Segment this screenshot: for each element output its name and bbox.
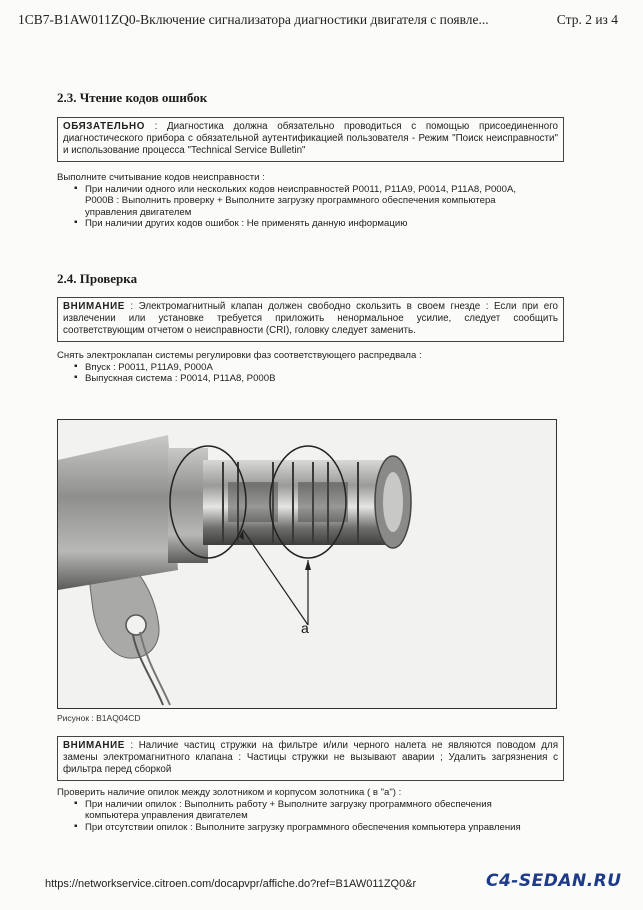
solenoid-valve-photo [58, 420, 557, 709]
document-title: 1CB7-B1AW011ZQ0-Включение сигнализатора диагностики двигателя с появле... [18, 12, 489, 27]
warning-note-box [57, 297, 564, 342]
figure-caption: Рисунок : B1AQ04CD [57, 713, 141, 723]
list-item: ▪ При отсутствии опилок : Выполните загрузку программного обеспечения компьютера управления [57, 822, 557, 834]
read-codes-list [57, 184, 557, 230]
remove-valve-intro: Снять электроклапан системы регулировки фаз соответствующего распредвала : [57, 350, 422, 361]
remove-valve-block [57, 350, 557, 385]
watermark-logo: C4-SEDAN.RU [486, 871, 622, 891]
list-item: ▪ При наличии одного или нескольких кодов неисправностей P0011, P11A9, P0014, P11A8, P000A, P000B : Выполнить проверку + Выполните загрузку программного обеспечения компьютера управления двигателем [57, 184, 557, 219]
warning-note-box-2 [57, 736, 564, 781]
document-header [18, 12, 618, 28]
section-heading-2-3: 2.3. Чтение кодов ошибок [57, 90, 208, 105]
footer-url-link[interactable]: https://networkservice.citroen.com/docapvpr/affiche.do?ref=B1AW011ZQ0&r [45, 878, 417, 890]
check-filings-intro: Проверить наличие опилок между золотником и корпусом золотника ( в "a") : [57, 787, 402, 798]
mandatory-label: ОБЯЗАТЕЛЬНО [63, 121, 145, 132]
mandatory-text: : Диагностика должна обязательно проводиться с помощью присоединенного диагностического прибора с обязательной аутентификацией пользователя - Режим "Поиск неисправности" и использование процесса "Technical Service Bulletin" [63, 121, 558, 156]
section-heading-2-4: 2.4. Проверка [57, 271, 138, 286]
camshaft-list [57, 362, 557, 385]
check-filings-list [57, 799, 557, 834]
mandatory-note-box [57, 117, 564, 162]
page-indicator: Стр. 2 из 4 [556, 12, 618, 27]
warning-text: : Электромагнитный клапан должен свободно скользить в своем гнезде : Если при его извлечении или установке требуется приложить ненормальное усилие, следует сообщить соответствующим отчетом о неисправности (CRI), головку следует заменить. [63, 301, 558, 336]
list-item: ▪ Впуск : P0011, P11A9, P000A [57, 362, 557, 374]
figure-callout-a: a [301, 620, 309, 636]
warning-text-2: : Наличие частиц стружки на фильтре и/или черного налета не являются поводом для замены электромагнитного клапана : Частицы стружки не вызывают аварии ; Удалить загрязнения с фильтра перед сборкой [63, 740, 558, 775]
check-filings-block [57, 787, 557, 833]
list-item: ▪ Выпускная система : P0014, P11A8, P000B [57, 373, 557, 385]
list-item: ▪ При наличии других кодов ошибок : Не применять данную информацию [57, 218, 557, 230]
list-item: ▪ При наличии опилок : Выполнить работу + Выполните загрузку программного обеспечения компьютера управления двигателем [57, 799, 557, 822]
solenoid-valve-figure [57, 419, 557, 709]
warning-label-2: ВНИМАНИЕ [63, 740, 125, 751]
read-codes-intro: Выполните считывание кодов неисправности : [57, 172, 265, 183]
warning-label: ВНИМАНИЕ [63, 301, 125, 312]
read-codes-block [57, 172, 557, 230]
